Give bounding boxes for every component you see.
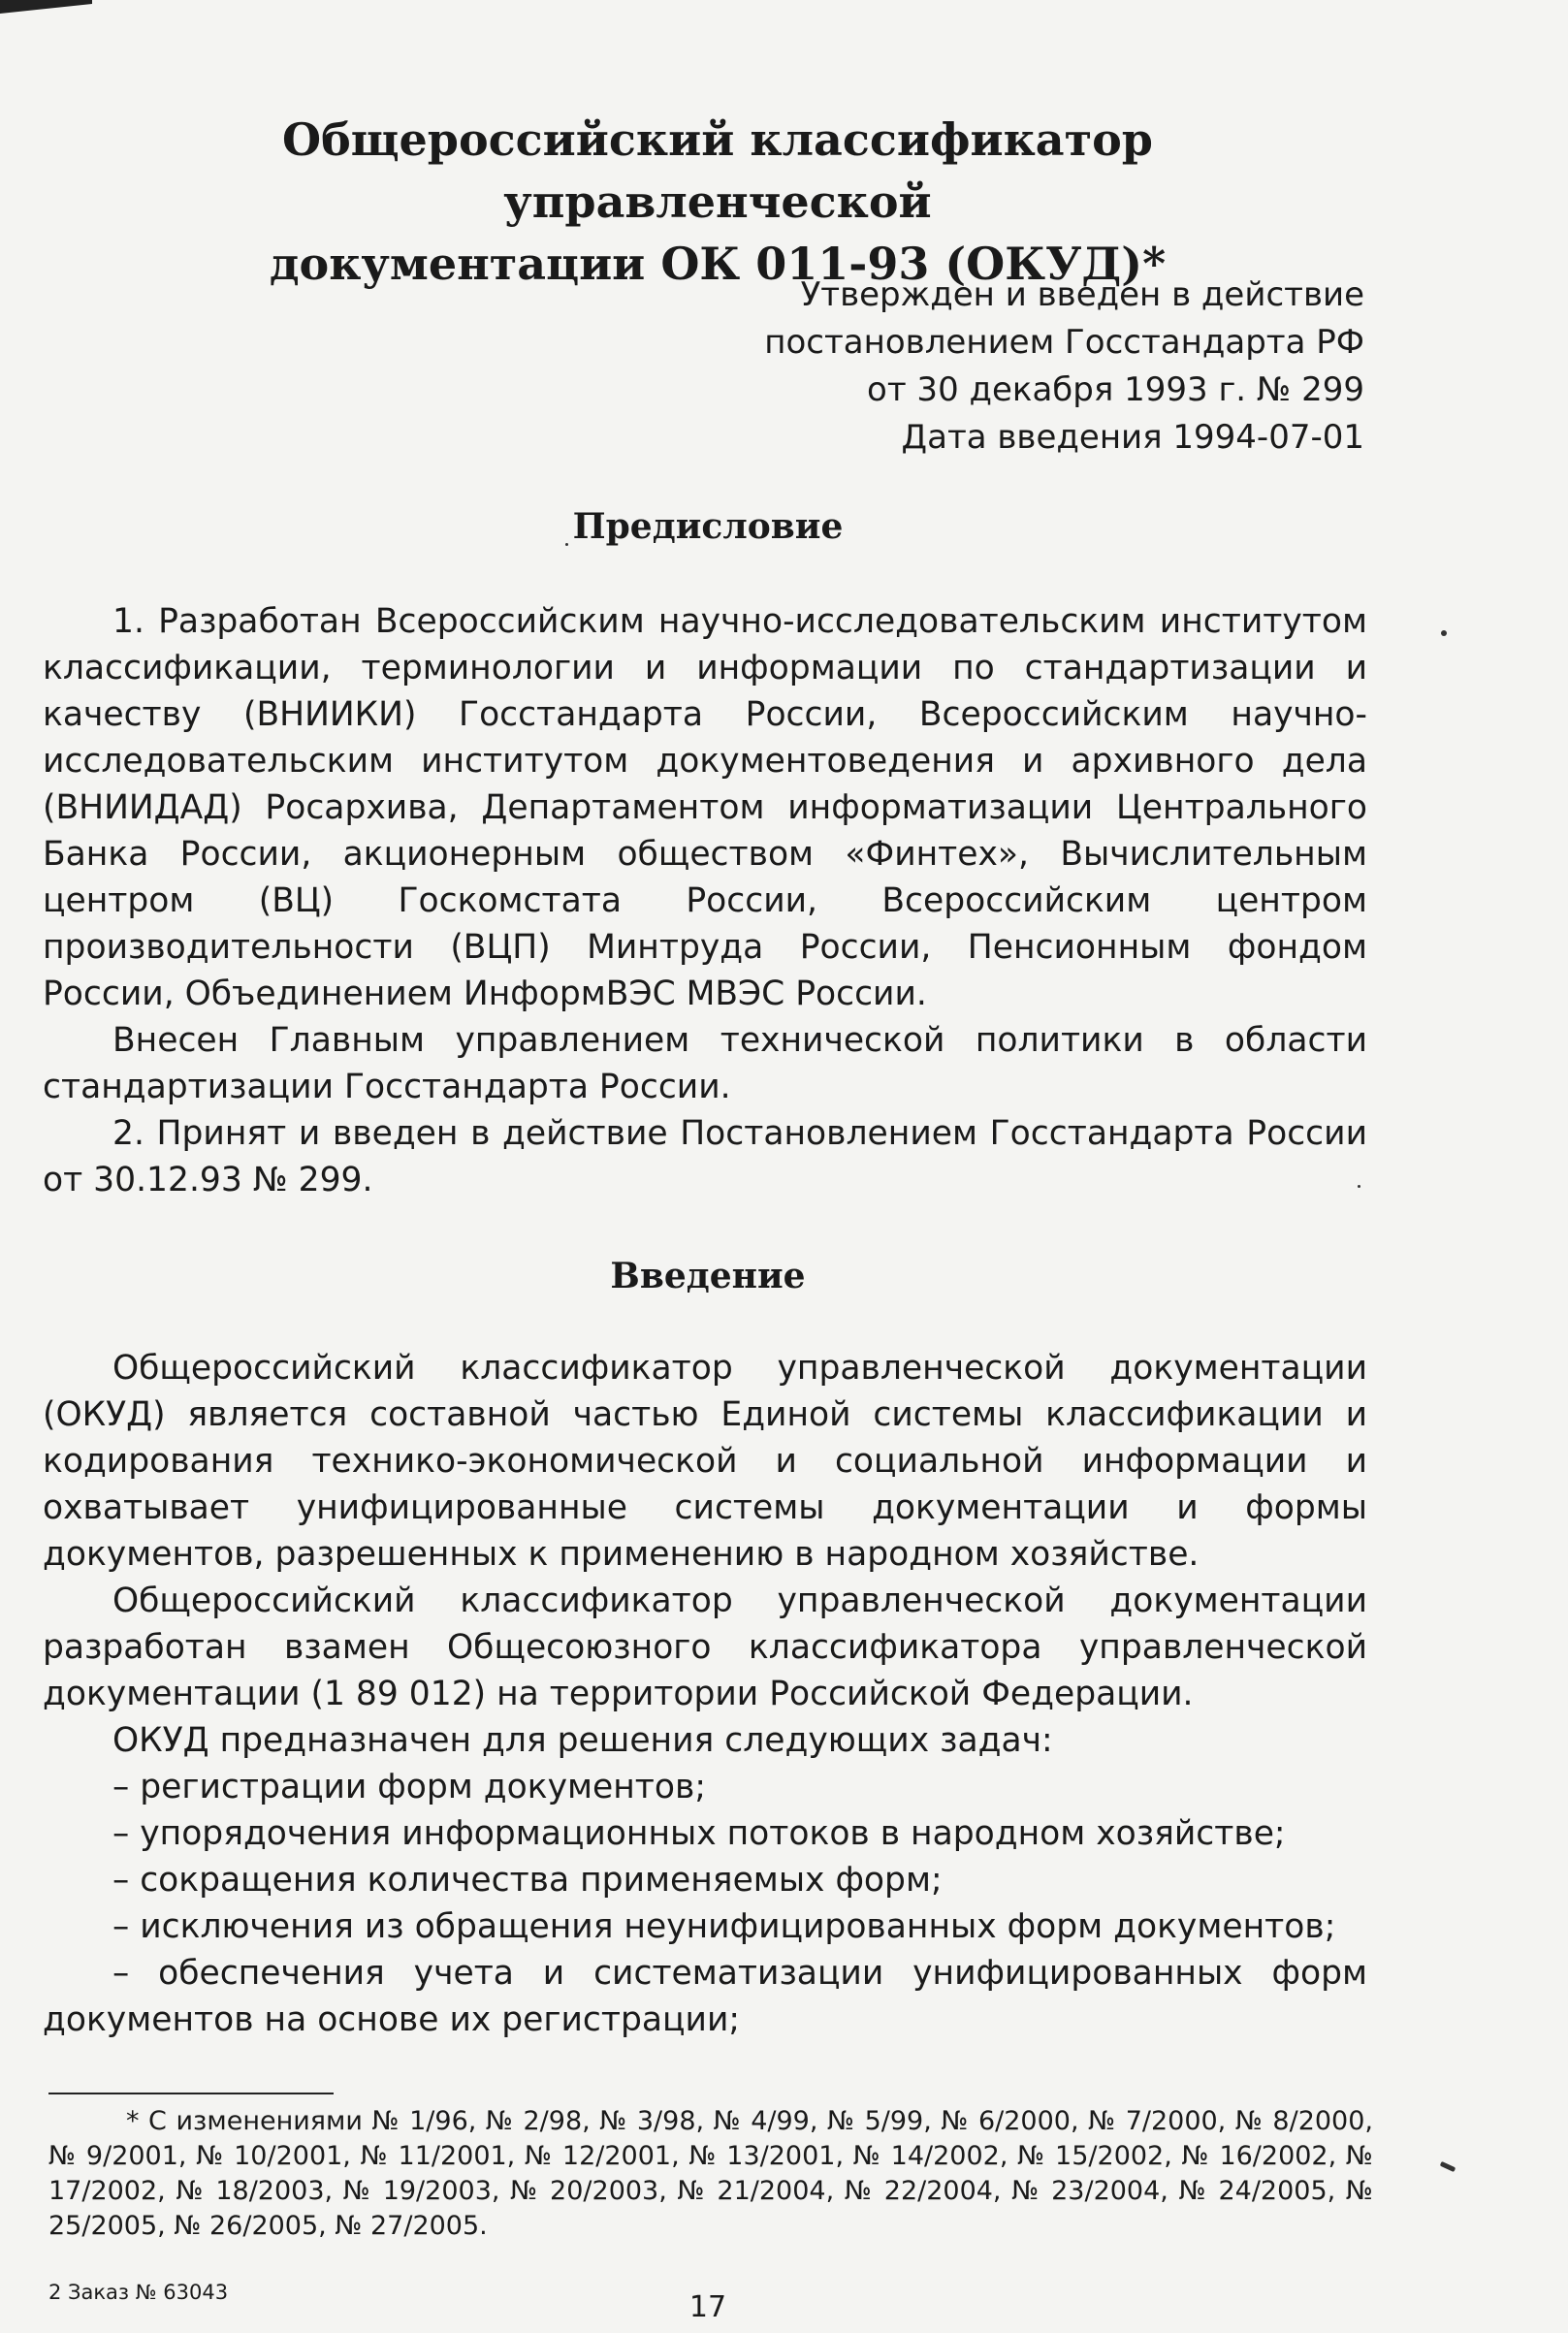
list-item: – сокращения количества применяемых форм; xyxy=(112,1861,943,1900)
scan-speck xyxy=(1358,1185,1360,1188)
approval-block xyxy=(764,272,1364,462)
approval-line-2: постановлением Госстандарта РФ xyxy=(764,323,1364,362)
footnote-text: * С изменениями № 1/96, № 2/98, № 3/98, № 4/99, № 5/99, № 6/2000, № 7/2000, № 8/2000, № 9/2001, № 10/2001, № 11/2001, № 12/2001, № 13/2001, № 14/2002, № 15/2002, № 16/2002, № 17/2002, № 18/2003, № 19/2003, № 20/2003, № 21/2004, № 22/2004, № 23/2004, № 24/2005, № 25/2005, № 26/2005, № 27/2005. xyxy=(48,2106,1373,2241)
preface-paragraph-1: 1. Разработан Всероссийским научно-исследовательским институтом классификации, терминологии и информации по стандартизации и качеству (ВНИИКИ) Госстандарта России, Всероссийским научно-исследовательским институтом документоведения и архивного дела (ВНИИДАД) Росархива, Департаментом информатизации Центрального Банка России, акционерным обществом «Финтех», Вычислительным центром (ВЦ) Госкомстата России, Всероссийским центром производительности (ВЦП) Минтруда России, Пенсионным фондом России, Объединением ИнформВЭС МВЭС России. xyxy=(43,602,1367,1013)
preface-heading: Предисловие xyxy=(572,506,844,547)
title-line-1: Общероссийский классификатор управленческой xyxy=(282,113,1153,228)
approval-line-4: Дата введения 1994-07-01 xyxy=(901,418,1364,457)
approval-line-1: Утвержден и введен в действие xyxy=(800,275,1364,314)
footnote xyxy=(48,2104,1373,2244)
list-item: – регистрации форм документов; xyxy=(112,1768,706,1806)
document-title xyxy=(116,109,1319,295)
list-item: – упорядочения информационных потоков в народном хозяйстве; xyxy=(112,1814,1286,1853)
scan-speck xyxy=(1441,630,1447,636)
introduction-section xyxy=(43,1345,1367,2043)
footnote-divider xyxy=(48,2093,334,2094)
introduction-paragraph-1: Общероссийский классификатор управленческой документации (ОКУД) является составной частью Единой системы классификации и кодирования технико-экономической и социальной информации и охватывает унифицированные системы документации и формы документов, разрешенных к применению в народном хозяйстве. xyxy=(43,1349,1367,1574)
list-item: – исключения из обращения неунифицированных форм документов; xyxy=(112,1907,1336,1946)
order-note: 2 Заказ № 63043 xyxy=(48,2281,229,2304)
title-line-2: документации ОК 011-93 (ОКУД)* xyxy=(269,238,1167,290)
list-item: – обеспечения учета и систематизации унифицированных форм документов на основе их регистрации; xyxy=(43,1954,1367,2039)
tasks-list xyxy=(43,1764,1367,2043)
preface-section xyxy=(43,598,1367,1203)
page-number: 17 xyxy=(688,2290,727,2324)
scan-speck xyxy=(1440,2161,1456,2172)
preface-paragraph-3: 2. Принят и введен в действие Постановлением Госстандарта России от 30.12.93 № 299. xyxy=(43,1114,1367,1199)
approval-line-3: от 30 декабря 1993 г. № 299 xyxy=(867,370,1364,409)
introduction-paragraph-2: Общероссийский классификатор управленческой документации разработан взамен Общесоюзного классификатора управленческой документации (1 89 012) на территории Российской Федерации. xyxy=(43,1582,1367,1713)
introduction-heading: Введение xyxy=(610,1256,806,1296)
preface-paragraph-2: Внесен Главным управлением технической политики в области стандартизации Госстандарта России. xyxy=(43,1021,1367,1106)
introduction-paragraph-3: ОКУД предназначен для решения следующих задач: xyxy=(112,1721,1053,1760)
scan-speck xyxy=(565,543,568,546)
